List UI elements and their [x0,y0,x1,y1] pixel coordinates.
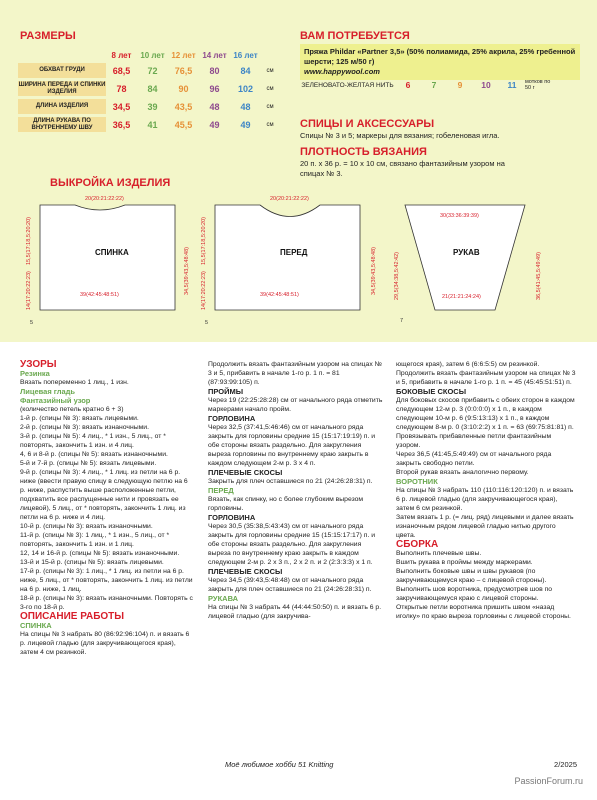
value: 49 [209,119,220,130]
section-heading: Резинка [20,369,50,378]
back-dot: 5 [30,320,34,326]
unit: см [266,85,274,92]
paragraph: Вшить рукава в проймы между маркерами. [396,559,533,566]
value: 45,5 [174,119,193,130]
gauge-text: 20 п. х 36 р. = 10 х 10 см, связано фантазийным узором на спицах № 3. [300,159,505,178]
back-label: СПИНКА [95,248,129,257]
value: 41 [147,119,158,130]
sleeve-top: 30(33:36:39:39) [440,213,479,219]
unit: см [266,121,274,128]
color-name: ЗЕЛЕНОВАТО-ЖЕЛТАЯ НИТЬ [301,81,394,89]
row-chest [18,63,279,78]
front-dot: 5 [205,320,209,326]
paragraph: ющегося края), затем 6 (6:6:5:5) см резинкой. [396,361,540,368]
amount: 9 [457,80,463,90]
value: 43,5 [174,101,193,112]
front-neck: 20(20:21:22:22) [270,196,309,202]
section-heading: ПРОЙМЫ [208,387,244,396]
value: 48 [209,101,220,112]
paragraph: Через 30,5 (35:38,5:43:43) см от начального ряда закрыть для горловины средние 15 (15:15:17:17) п. и обе стороны вязать раздельно. Для закругления выреза по внутреннему краю закрыть в каждом следующем 2-м р. 2 х 3 п., 2 х 2 п. и 2 (2:3:3:3) х 1 п. [208,523,376,566]
magazine-title: Моё любимое хобби 51 Knitting [225,760,334,769]
section-heading: ПЛЕЧЕВЫЕ СКОСЫ [208,567,283,576]
amount: 7 [431,80,437,90]
paragraph: Вязать попеременно 1 лиц., 1 изн. [20,379,129,386]
paragraph: 10-й р. (спицы № 3): вязать изнаночными. [20,523,153,530]
paragraph: На спицы № 3 набрать 44 (44:44:50:50) п. и вязать 6 р. лицевой гладью (для закручива- [208,604,382,620]
sleeve-length: 29,5(34:38,5:42:42) [394,251,400,300]
amount-unit: мотков по 50 г [525,79,551,91]
paragraph: 18-й р. (спицы № 3): вязать изнаночными. Повторять с 3-го по 18-й р. [20,595,193,611]
amount: 10 [481,80,491,90]
value: 84 [147,83,158,94]
value: 96 [209,83,220,94]
needles-text: Спицы № 3 и 5; маркеры для вязания; гобеленовая игла. [300,131,500,140]
paragraph: Второй рукав вязать аналогично первому. [396,469,529,476]
paragraph: Продолжить вязать фантазийным узором на спицах № 3 и 5, прибавить в начале 1-го р. 1 п. = 45 (45:45:51:51) п. [396,370,576,386]
sleeve-side: 36,5(41:45,5:49:49) [536,251,542,300]
section-heading: ГОРЛОВИНА [208,414,256,423]
paragraph: Через 32,5 (37:41,5:46:46) см от начального ряда закрыть для горловины средние 15 (15:17:19:19) п. и обе стороны вязать раздельно. Для закругления выреза горловины по внутреннему краю закрыть в каждом следующем 2-м р. 3 х 4 п. [208,424,376,467]
paragraph: Для боковых скосов прибавить с обеих сторон в каждом следующем 12-м р. 3 (0:0:0:0) х 1 п., в каждом следующем 10-м р. 6 (9:5:13:13) х 1 п., в каждом следующем 8-м р. 0 (3:10:2:2) х 1 п. = 63 (69:75:81:81) п. [396,397,575,431]
section-heading: БОКОВЫЕ СКОСЫ [396,387,467,396]
paragraph: Закрыть для плеч оставшиеся по 21 (24:26:28:31) п. [208,478,373,485]
paragraph: 2-й р. (спицы № 3): вязать изнаночными. [20,424,149,431]
paragraph: 9-й р. (спицы № 3): 4 лиц., * 1 лиц. из петли на 6 р. ниже (ввести правую спицу в следующую петлю на 6 р. ниже, распустить выше расположенные петли, подхватить все распущенные нити и провязать ее лицевой), 5 лиц., от * повторять, закончить 1 лиц. из петли на 6 р. ниже и 4 лиц. [20,469,188,521]
paragraph: 3-й р. (спицы № 5): 4 лиц., * 1 изн., 5 лиц., от * повторять, закончить 1 изн. и 4 лиц. [20,433,166,449]
section-heading: ОПИСАНИЕ РАБОТЫ [20,611,125,622]
row-label: ДЛИНА ИЗДЕЛИЯ [18,99,106,114]
paragraph: Выполнить боковые швы и швы рукавов (по закручивающемуся краю – с лицевой стороны). [396,568,547,584]
paragraph: Продолжить вязать фантазийным узором на спицах № 3 и 5, прибавить в начале 1-го р. 1 п. = 81 (87:93:99:105) п. [208,361,382,386]
front-label: ПЕРЕД [280,248,308,257]
back-base: 39(42:45:48:51) [80,292,119,298]
section-heading: ПЛЕЧЕВЫЕ СКОСЫ [208,468,283,477]
row-label: ДЛИНА РУКАВА ПО ВНУТРЕННЕМУ ШВУ [18,117,106,132]
value: 48 [240,101,251,112]
paragraph: 1-й р. (спицы № 3): вязать лицевыми. [20,415,139,422]
needles-title: СПИЦЫ И АКСЕССУАРЫ [300,118,435,130]
front-arm: 15,5(17:18,5:20:20) [201,216,207,265]
row-label: ОБХВАТ ГРУДИ [18,63,106,78]
value: 76,5 [174,65,193,76]
sleeve-dot: 7 [400,318,404,324]
front-side: 34,5(39:43,5:48:48) [371,246,377,295]
paragraph: Выполнить плечевые швы. [396,550,482,557]
front-base: 39(42:45:48:51) [260,292,299,298]
amount: 11 [507,80,517,90]
value: 90 [178,83,189,94]
yarn-amounts [300,79,580,91]
sizes-table [18,48,279,135]
value: 78 [116,83,127,94]
back-side: 34,5(39:43,5:48:48) [184,246,190,295]
age-14: 14 лет [202,51,227,60]
paragraph: Через 19 (22:25:28:28) см от начального ряда отметить маркерами начало пройм. [208,397,383,413]
paragraph: 12, 14 и 16-й р. (спицы № 5): вязать изнаночными. [20,550,180,557]
paragraph: Затем вязать 1 р. (= лиц. ряд) лицевыми и далее вязать изнаночным рядом лицевой гладью нитью другого цвета. [396,514,574,539]
paragraph: Через 36,5 (41:45,5:49:49) см от начального ряда закрыть свободно петли. [396,451,552,467]
value: 68,5 [112,65,131,76]
pattern-schematic [0,190,597,340]
section-heading: ВОРОТНИК [396,477,438,486]
paragraph: 17-й р. (спицы № 3): 1 лиц., * 1 лиц. из петли на 6 р. ниже, 5 лиц., от * повторять, закончить 1 лиц. из петли на 6 р. ниже, 1 лиц. [20,568,193,593]
paragraph: Открытые петли воротника пришить швом «назад иголку» по краю выреза горловины с лицевой стороны. [396,604,571,620]
age-16: 16 лет [233,51,258,60]
row-width [18,81,279,96]
column-1 [20,360,195,657]
paragraph: 5-й и 7-й р. (спицы № 5): вязать лицевыми. [20,460,157,467]
back-arm: 15,5(17:18,5:20:20) [26,216,32,265]
row-sleeve [18,117,279,132]
column-3 [396,360,576,621]
paragraph: На спицы № 3 набрать 80 (86:92:96:104) п. и вязать 6 р. лицевой гладью (для закручивающегося края), затем 4 см резинкой. [20,631,190,656]
gauge-title: ПЛОТНОСТЬ ВЯЗАНИЯ [300,146,427,158]
row-length [18,99,279,114]
row-label: ШИРИНА ПЕРЕДА И СПИНКИ ИЗДЕЛИЯ [18,81,106,95]
sleeve-cuff: 21(21:21:24:24) [442,294,481,300]
yarn-site: www.happywool.com [304,67,380,76]
sleeve-label: РУКАВ [453,248,480,257]
section-heading: Лицевая гладь [20,387,76,396]
value: 80 [209,65,220,76]
paragraph: Выполнить шов воротника, предусмотрев шов по закручивающемуся краю с лицевой стороны. [396,586,553,602]
age-8: 8 лет [111,51,132,60]
section-heading: ПЕРЕД [208,486,234,495]
age-12: 12 лет [171,51,196,60]
sizes-header [18,51,279,60]
paragraph: Провязывать прибавленные петли фантазийным узором. [396,433,552,449]
front-low: 14(17:20:22:23) [201,271,207,310]
value: 72 [147,65,158,76]
amount: 6 [405,80,411,90]
paragraph: (количество петель кратно 6 + 3) [20,406,124,413]
unit: см [266,103,274,110]
paragraph: 4, 6 и 8-й р. (спицы № 5): вязать изнаночными. [20,451,168,458]
paragraph: Вязать, как спинку, но с более глубоким вырезом горловины. [208,496,364,512]
value: 49 [240,119,251,130]
section-heading: Фантазийный узор [20,396,91,405]
back-neck: 20(20:21:22:22) [85,196,124,202]
section-heading: СПИНКА [20,621,52,630]
back-low: 14(17:20:22:23) [26,271,32,310]
column-2 [208,360,383,621]
value: 39 [147,101,158,112]
site-watermark: PassionForum.ru [514,776,583,786]
sizes-title: РАЗМЕРЫ [20,30,76,42]
section-heading: ГОРЛОВИНА [208,513,256,522]
yarn-text: Пряжа Phildar «Partner 3,5» (50% полиамида, 25% акрила, 25% гребенной шерсти; 125 м/50 г) [304,47,576,66]
materials-title: ВАМ ПОТРЕБУЕТСЯ [300,30,410,42]
section-heading: УЗОРЫ [20,359,57,370]
paragraph: 11-й р. (спицы № 3): 1 лиц., * 1 изн., 5 лиц., от * повторять, закончить 1 изн. и 1 лиц. [20,532,170,548]
section-heading: РУКАВА [208,594,239,603]
pattern-title: ВЫКРОЙКА ИЗДЕЛИЯ [50,177,171,189]
value: 36,5 [112,119,131,130]
paragraph: Через 34,5 (39:43,5:48:48) см от начального ряда закрыть для плеч оставшиеся по 21 (24:26:28:31) п. [208,577,372,593]
value: 34,5 [112,101,131,112]
issue-number: 2/2025 [554,760,577,769]
paragraph: На спицы № 3 набрать 110 (110:116:120:120) п. и вязать 6 р. лицевой гладью (для закручивающегося края), затем 6 см резинкой. [396,487,574,512]
value: 102 [237,83,254,94]
yarn-box [300,44,580,80]
unit: см [266,67,274,74]
value: 84 [240,65,251,76]
paragraph: 13-й и 15-й р. (спицы № 5): вязать лицевыми. [20,559,164,566]
age-10: 10 лет [140,51,165,60]
section-heading: СБОРКА [396,539,439,550]
